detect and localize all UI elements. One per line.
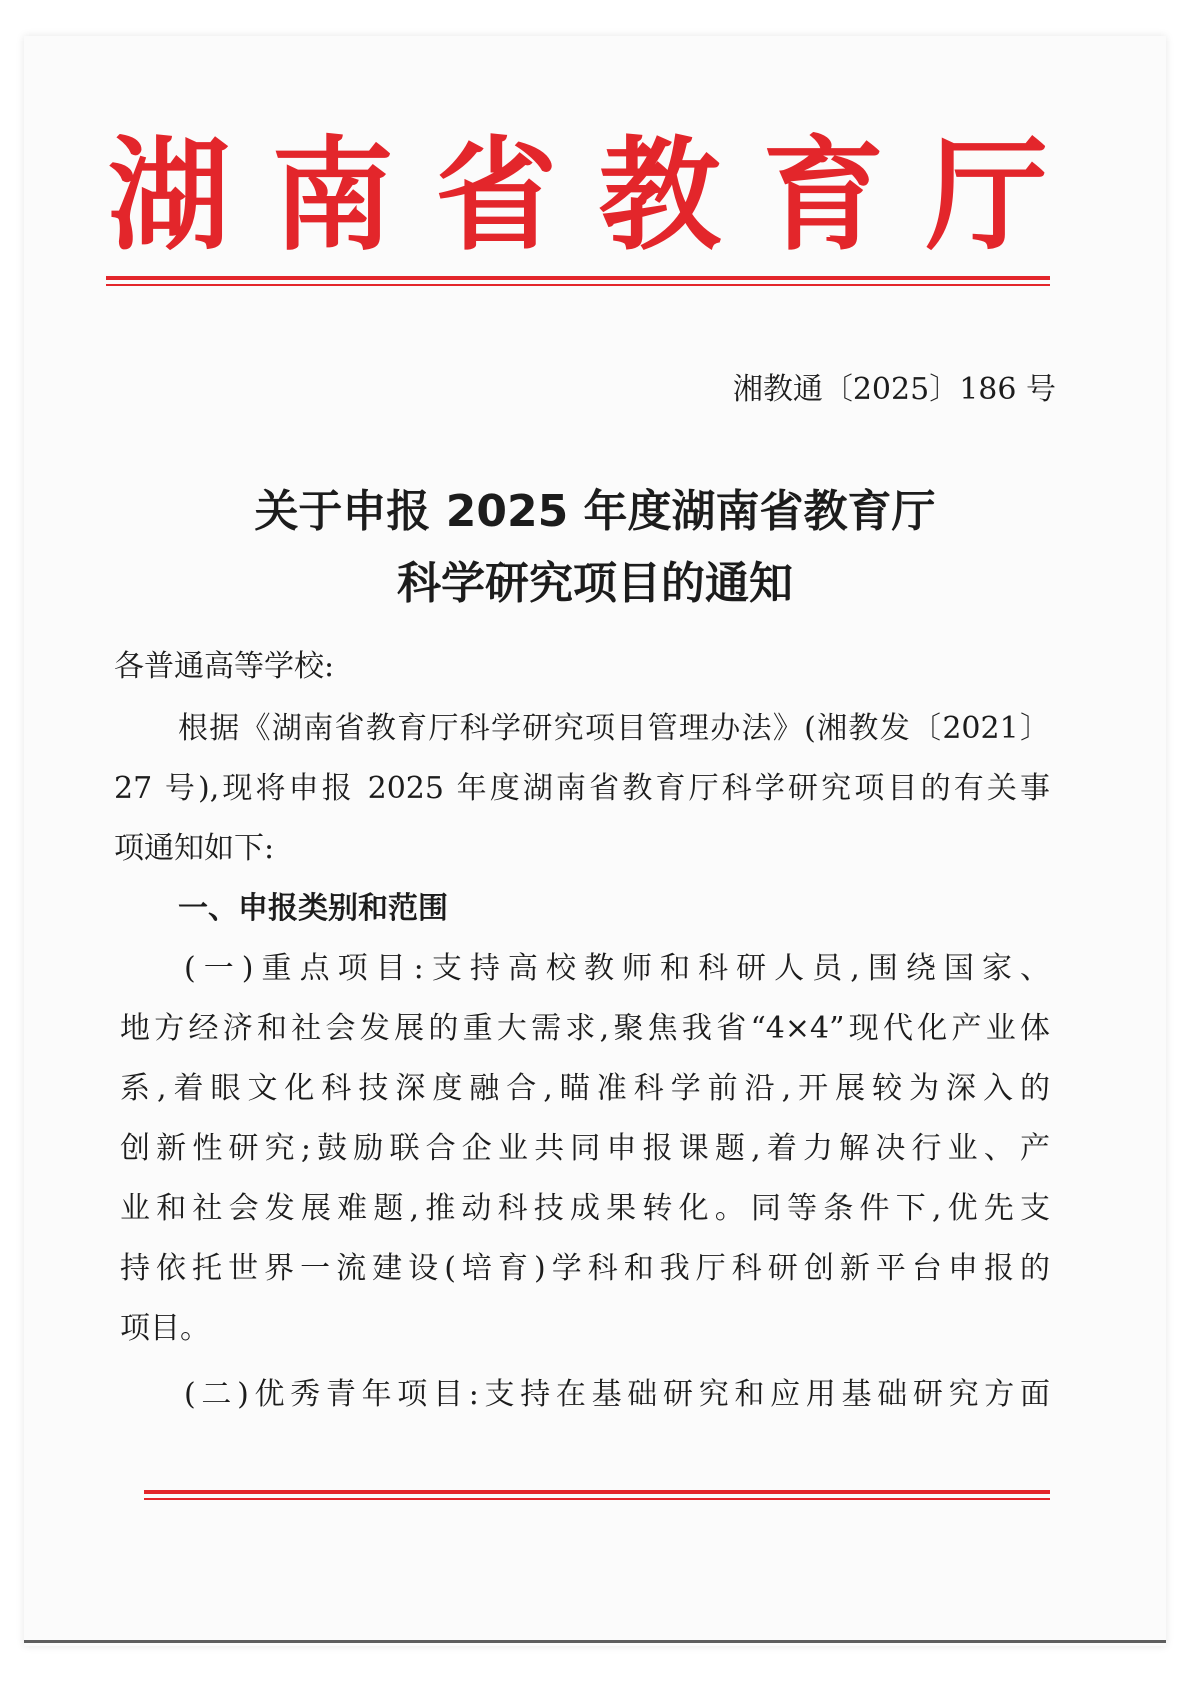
intro-line: 27 号),现将申报 2025 年度湖南省教育厅科学研究项目的有关事 — [114, 771, 1050, 806]
paragraph-line: 创新性研究;鼓励联合企业共同申报课题,着力解决行业、产 — [120, 1131, 1050, 1166]
letterhead-char: 教 — [598, 123, 721, 267]
letterhead-divider-thin — [106, 284, 1050, 286]
paragraph-line: (二)优秀青年项目:支持在基础研究和应用基础研究方面 — [184, 1377, 1050, 1412]
footer-divider-thin — [144, 1498, 1050, 1500]
paragraph-line: 项目。 — [120, 1311, 210, 1346]
letterhead-title — [108, 120, 1048, 270]
document-title-line-2: 科学研究项目的通知 — [397, 558, 793, 609]
document-title-line-1: 关于申报 2025 年度湖南省教育厅 — [254, 486, 936, 537]
paragraph-line: (一)重点项目:支持高校教师和科研人员,围绕国家、 — [184, 951, 1050, 986]
paragraph-line: 业和社会发展难题,推动科技成果转化。同等条件下,优先支 — [120, 1191, 1050, 1226]
intro-line: 根据《湖南省教育厅科学研究项目管理办法》(湘教发〔2021〕 — [178, 711, 1050, 746]
letterhead-char: 厅 — [925, 123, 1048, 267]
salutation: 各普通高等学校: — [114, 649, 335, 684]
paragraph-line: 系,着眼文化科技深度融合,瞄准科学前沿,开展较为深入的 — [120, 1071, 1050, 1106]
letterhead-divider — [106, 276, 1050, 280]
document-number: 湘教通〔2025〕186 号 — [732, 372, 1056, 407]
letterhead-char: 省 — [435, 123, 558, 267]
letterhead-char: 湖 — [108, 123, 230, 267]
scan-edge-line — [24, 1640, 1166, 1643]
paragraph-line: 持依托世界一流建设(培育)学科和我厅科研创新平台申报的 — [120, 1251, 1050, 1286]
section-heading: 一、申报类别和范围 — [178, 891, 448, 926]
footer-divider — [144, 1490, 1050, 1494]
paragraph-line: 地方经济和社会发展的重大需求,聚焦我省“4×4”现代化产业体 — [120, 1011, 1050, 1046]
intro-line: 项通知如下: — [114, 831, 275, 866]
letterhead-char: 南 — [271, 123, 394, 267]
letterhead-char: 育 — [762, 123, 885, 267]
